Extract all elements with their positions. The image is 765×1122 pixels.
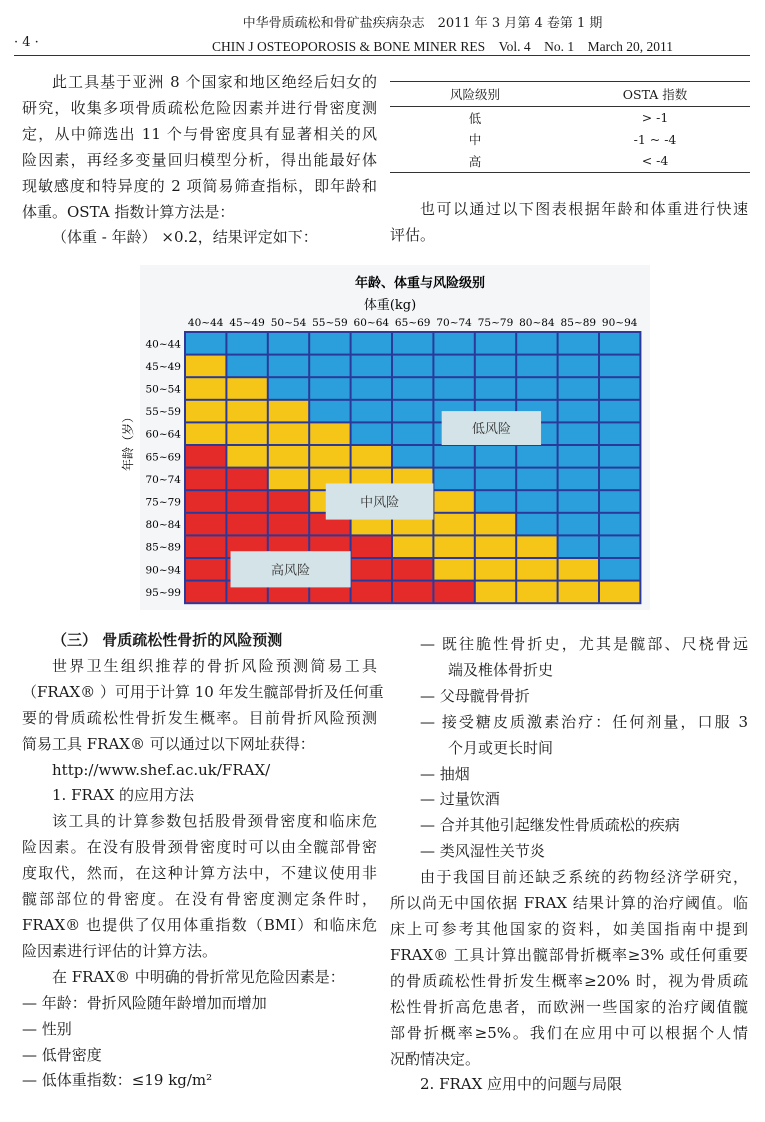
header-risk-level: 风险级别 — [449, 87, 500, 102]
heatmap-cell — [186, 446, 225, 467]
heatmap-cell — [310, 446, 349, 467]
heatmap-cell — [559, 514, 598, 535]
y-tick-label: 85~89 — [145, 541, 181, 554]
heatmap-cell — [227, 378, 266, 399]
heatmap-cell — [186, 356, 225, 377]
heatmap-cell — [352, 446, 391, 467]
text-line: 现敏感度和特异度的 2 项简易筛查指标，即年龄和 — [22, 176, 377, 195]
heatmap-cell — [434, 491, 473, 512]
y-tick-label: 60~64 — [145, 428, 181, 441]
text-line: 所以尚无中国依据 FRAX 结果计算的治疗阈值。临 — [390, 894, 748, 913]
list-item: — 性别 — [22, 1019, 72, 1038]
heatmap-cell — [476, 536, 515, 557]
heatmap-cell — [476, 514, 515, 535]
heatmap-cell — [352, 423, 391, 444]
x-tick-label: 45~49 — [229, 317, 265, 329]
y-tick-label: 80~84 — [145, 519, 181, 532]
heatmap-cell — [434, 559, 473, 580]
header-rule — [14, 55, 750, 56]
x-tick-label: 40~44 — [187, 317, 224, 329]
x-tick-label: 75~79 — [477, 317, 514, 329]
heatmap-cell — [600, 378, 639, 399]
risk-annotation: 中风险 — [360, 495, 400, 511]
list-item: — 过量饮酒 — [420, 790, 500, 809]
x-tick-label: 55~59 — [312, 317, 348, 329]
cell: 高 — [468, 153, 482, 169]
x-tick-label: 70~74 — [436, 317, 472, 329]
table-row — [390, 150, 750, 172]
heatmap-cell — [186, 423, 225, 444]
heatmap-cell — [269, 514, 308, 535]
heatmap-cell — [227, 356, 266, 377]
text-line: 简易工具 FRAX® 可以通过以下网址获得： — [22, 734, 315, 753]
y-tick-label: 75~79 — [145, 496, 181, 509]
list-item: — 类风湿性关节炎 — [420, 842, 545, 861]
heatmap-cell — [559, 536, 598, 557]
osta-table — [390, 81, 750, 173]
heatmap-cell — [227, 514, 266, 535]
journal-title-cn: 中华骨质疏松和骨矿盐疾病杂志 2011 年 3 月第 4 卷第 1 期 — [242, 16, 603, 31]
heatmap-cell — [269, 469, 308, 490]
heatmap-cell — [600, 446, 639, 467]
list-item: — 接受糖皮质激素治疗：任何剂量，口服 3 — [420, 712, 748, 731]
cell: > -1 — [641, 110, 669, 126]
heatmap-cell — [476, 491, 515, 512]
heatmap-cell — [559, 333, 598, 354]
heatmap-cell — [227, 333, 266, 354]
heatmap-cell — [269, 333, 308, 354]
heatmap-cell — [186, 582, 225, 603]
heatmap-cell — [559, 491, 598, 512]
list-item: — 年龄：骨折风险随年龄增加而增加 — [22, 993, 267, 1012]
list-item: — 抽烟 — [420, 764, 470, 783]
text-line: 险因素进行评估的计算方法。 — [22, 941, 218, 960]
heatmap-cell — [352, 559, 391, 580]
heatmap-cell — [559, 446, 598, 467]
cell: 中 — [468, 132, 482, 148]
heatmap-cell — [517, 491, 556, 512]
heatmap-cell — [517, 469, 556, 490]
heatmap-cell — [476, 582, 515, 603]
y-tick-label: 55~59 — [145, 406, 181, 419]
y-tick-label: 90~94 — [145, 564, 181, 577]
text-line: 况酌情决定。 — [390, 1049, 481, 1068]
heatmap-cell — [227, 401, 266, 422]
text-line: 定，从中筛选出 11 个与骨密度具有显著相关的风 — [22, 124, 377, 143]
heatmap-cell — [517, 378, 556, 399]
heatmap-cell — [352, 356, 391, 377]
heatmap-cell — [269, 446, 308, 467]
heatmap-cell — [600, 356, 639, 377]
text-line: 床上可参考其他国家的资料，如美国指南中提到 — [390, 919, 748, 938]
heatmap-cell — [600, 423, 639, 444]
age-weight-risk-heatmap — [120, 265, 650, 610]
text-line: 髋部部位的骨密度。在没有骨密度测定条件时， — [22, 890, 377, 909]
heatmap-cell — [393, 333, 432, 354]
left-bottom-text — [22, 628, 384, 1094]
y-axis-label: 年龄（岁） — [121, 410, 135, 472]
heatmap-cell — [186, 469, 225, 490]
right-top-text — [390, 197, 748, 249]
text-line: 部骨折概率≥5%。我们在应用中可以根据个人情 — [390, 1023, 748, 1042]
heatmap-cell — [393, 559, 432, 580]
heatmap-cell — [600, 559, 639, 580]
heatmap-cell — [476, 378, 515, 399]
y-tick-label: 70~74 — [145, 473, 181, 486]
x-tick-label: 90~94 — [601, 317, 638, 329]
list-item-cont: 端及椎体骨折史 — [448, 660, 554, 679]
list-item-cont: 个月或更长时间 — [448, 738, 554, 757]
cell: -1 ~ -4 — [633, 131, 677, 147]
x-tick-label: 80~84 — [519, 317, 555, 329]
heatmap-cell — [186, 514, 225, 535]
text-line: （FRAX® ）可用于计算 10 年发生髋部骨折及任何重 — [22, 682, 384, 701]
right-bottom-text — [390, 632, 748, 1098]
heatmap-cell — [186, 536, 225, 557]
heatmap-cell — [352, 378, 391, 399]
page-number: · 4 · — [14, 35, 39, 50]
heatmap-cell — [434, 333, 473, 354]
heatmap-cell — [352, 333, 391, 354]
text-line: FRAX® 工具计算出髋部骨折概率≥3% 或任何重要 — [390, 945, 748, 964]
chart-title: 年龄、体重与风险级别 — [354, 276, 486, 291]
table-row — [390, 129, 750, 151]
text-line: 松性骨折高危患者，而欧洲一些国家的治疗阈值髋 — [390, 997, 748, 1016]
heatmap-cell — [227, 446, 266, 467]
x-tick-label: 50~54 — [270, 317, 307, 329]
y-tick-label: 50~54 — [145, 383, 181, 396]
text-line: 度取代，然而，在这种计算方法中，不建议使用非 — [22, 864, 377, 883]
cell: < -4 — [641, 153, 669, 169]
formula-line: （体重 - 年龄） ×0.2，结果评定如下： — [52, 228, 318, 247]
heatmap-cell — [310, 333, 349, 354]
text-line: 该工具的计算参数包括股骨颈骨密度和临床危 — [52, 812, 377, 831]
cell: 低 — [468, 110, 482, 126]
journal-title-en: CHIN J OSTEOPOROSIS & BONE MINER RES Vol. 4 No. 1 March 20, 2011 — [212, 39, 673, 54]
heatmap-cell — [434, 469, 473, 490]
heatmap-cell — [269, 491, 308, 512]
y-tick-label: 65~69 — [145, 451, 181, 464]
header-osta-index: OSTA 指数 — [622, 87, 688, 102]
heatmap-cell — [434, 446, 473, 467]
section-heading: （三） 骨质疏松性骨折的风险预测 — [52, 631, 283, 649]
risk-annotation: 低风险 — [471, 422, 511, 438]
heatmap-cell — [559, 356, 598, 377]
heatmap-cell — [186, 333, 225, 354]
heatmap-cell — [600, 491, 639, 512]
heatmap-cell — [393, 356, 432, 377]
heatmap-cell — [269, 401, 308, 422]
text-line: 也可以通过以下图表根据年龄和体重进行快速 — [420, 200, 748, 218]
heatmap-cell — [517, 514, 556, 535]
list-item: — 低体重指数：≤19 kg/m² — [22, 1071, 213, 1090]
heatmap-cell — [559, 401, 598, 422]
table-row — [390, 107, 750, 129]
heatmap-cell — [517, 356, 556, 377]
heatmap-cell — [310, 423, 349, 444]
text-line: 险因素。在没有股骨颈骨密度时可以由全髋部骨密 — [22, 838, 377, 857]
x-tick-label: 85~89 — [560, 317, 597, 329]
list-item: — 合并其他引起继发性骨质疏松的疾病 — [420, 816, 680, 835]
heatmap-cell — [600, 469, 639, 490]
heatmap-cell — [600, 401, 639, 422]
heatmap-cell — [352, 582, 391, 603]
left-top-text — [22, 70, 377, 251]
text-line: 研究，收集多项骨质疏松危险因素并进行骨密度测 — [22, 98, 377, 117]
heatmap-cell — [269, 423, 308, 444]
frax-url-link[interactable]: http://www.shef.ac.uk/FRAX/ — [52, 760, 271, 779]
list-item: — 既往脆性骨折史，尤其是髋部、尺桡骨远 — [420, 635, 748, 653]
heatmap-cell — [186, 491, 225, 512]
subsection-heading: 2. FRAX 应用中的问题与局限 — [420, 1075, 623, 1094]
heatmap-cell — [559, 378, 598, 399]
heatmap-cell — [559, 423, 598, 444]
text-line: 体重。OSTA 指数计算方法是： — [22, 202, 235, 221]
text-line: 险因素，再经多变量回归模型分析，得出能最好体 — [22, 150, 377, 169]
heatmap-cell — [393, 446, 432, 467]
heatmap-cell — [393, 423, 432, 444]
heatmap-cell — [434, 536, 473, 557]
heatmap-cell — [434, 356, 473, 377]
text-line: 此工具基于亚洲 8 个国家和地区绝经后妇女的 — [52, 73, 377, 91]
text-line: FRAX® 也提供了仅用体重指数（BMI）和临床危 — [22, 915, 377, 934]
heatmap-cell — [600, 514, 639, 535]
x-tick-label: 60~64 — [353, 317, 390, 329]
heatmap-cell — [517, 582, 556, 603]
table-header-row — [390, 82, 750, 107]
heatmap-cell — [310, 378, 349, 399]
heatmap-cell — [600, 536, 639, 557]
heatmap-cell — [476, 559, 515, 580]
heatmap-cell — [227, 423, 266, 444]
heatmap-cell — [559, 582, 598, 603]
x-axis-label: 体重(kg) — [363, 298, 417, 313]
heatmap-cell — [517, 559, 556, 580]
heatmap-cell — [517, 446, 556, 467]
heatmap-cell — [434, 582, 473, 603]
text-line: 的骨质疏松性骨折发生概率≥20% 时，视为骨质疏 — [390, 971, 748, 990]
risk-annotation: 高风险 — [271, 563, 311, 579]
list-item: — 低骨密度 — [22, 1045, 102, 1064]
heatmap-cell — [476, 469, 515, 490]
heatmap-cell — [352, 401, 391, 422]
heatmap-cell — [186, 378, 225, 399]
heatmap-cell — [269, 356, 308, 377]
text-line: 世界卫生组织推荐的骨折风险预测简易工具 — [52, 656, 377, 675]
heatmap-cell — [352, 536, 391, 557]
heatmap-cell — [393, 536, 432, 557]
text-line: 评估。 — [390, 225, 436, 244]
heatmap-cell — [269, 378, 308, 399]
heatmap-cell — [227, 491, 266, 512]
text-line: 在 FRAX® 中明确的骨折常见危险因素是： — [52, 967, 345, 986]
heatmap-cell — [186, 401, 225, 422]
heatmap-cell — [310, 401, 349, 422]
heatmap-cell — [186, 559, 225, 580]
y-tick-label: 40~44 — [145, 338, 181, 351]
list-item: — 父母髋骨骨折 — [420, 686, 530, 705]
heatmap-cell — [517, 333, 556, 354]
heatmap-cell — [434, 514, 473, 535]
heatmap-cell — [310, 356, 349, 377]
heatmap-cell — [559, 469, 598, 490]
heatmap-cell — [393, 401, 432, 422]
heatmap-cell — [517, 536, 556, 557]
heatmap-cell — [393, 582, 432, 603]
text-line: 要的骨质疏松性骨折发生概率。目前骨折风险预测 — [22, 708, 377, 727]
heatmap-cell — [227, 469, 266, 490]
subsection-heading: 1. FRAX 的应用方法 — [52, 786, 195, 805]
heatmap-cell — [434, 378, 473, 399]
heatmap-cell — [476, 446, 515, 467]
y-tick-label: 45~49 — [145, 360, 181, 373]
y-tick-label: 95~99 — [145, 586, 181, 599]
x-tick-label: 65~69 — [394, 317, 431, 329]
heatmap-cell — [393, 378, 432, 399]
heatmap-cell — [476, 356, 515, 377]
heatmap-cell — [559, 559, 598, 580]
heatmap-cell — [476, 333, 515, 354]
heatmap-cell — [600, 582, 639, 603]
text-line: 由于我国目前还缺乏系统的药物经济学研究， — [420, 868, 748, 887]
heatmap-cell — [600, 333, 639, 354]
